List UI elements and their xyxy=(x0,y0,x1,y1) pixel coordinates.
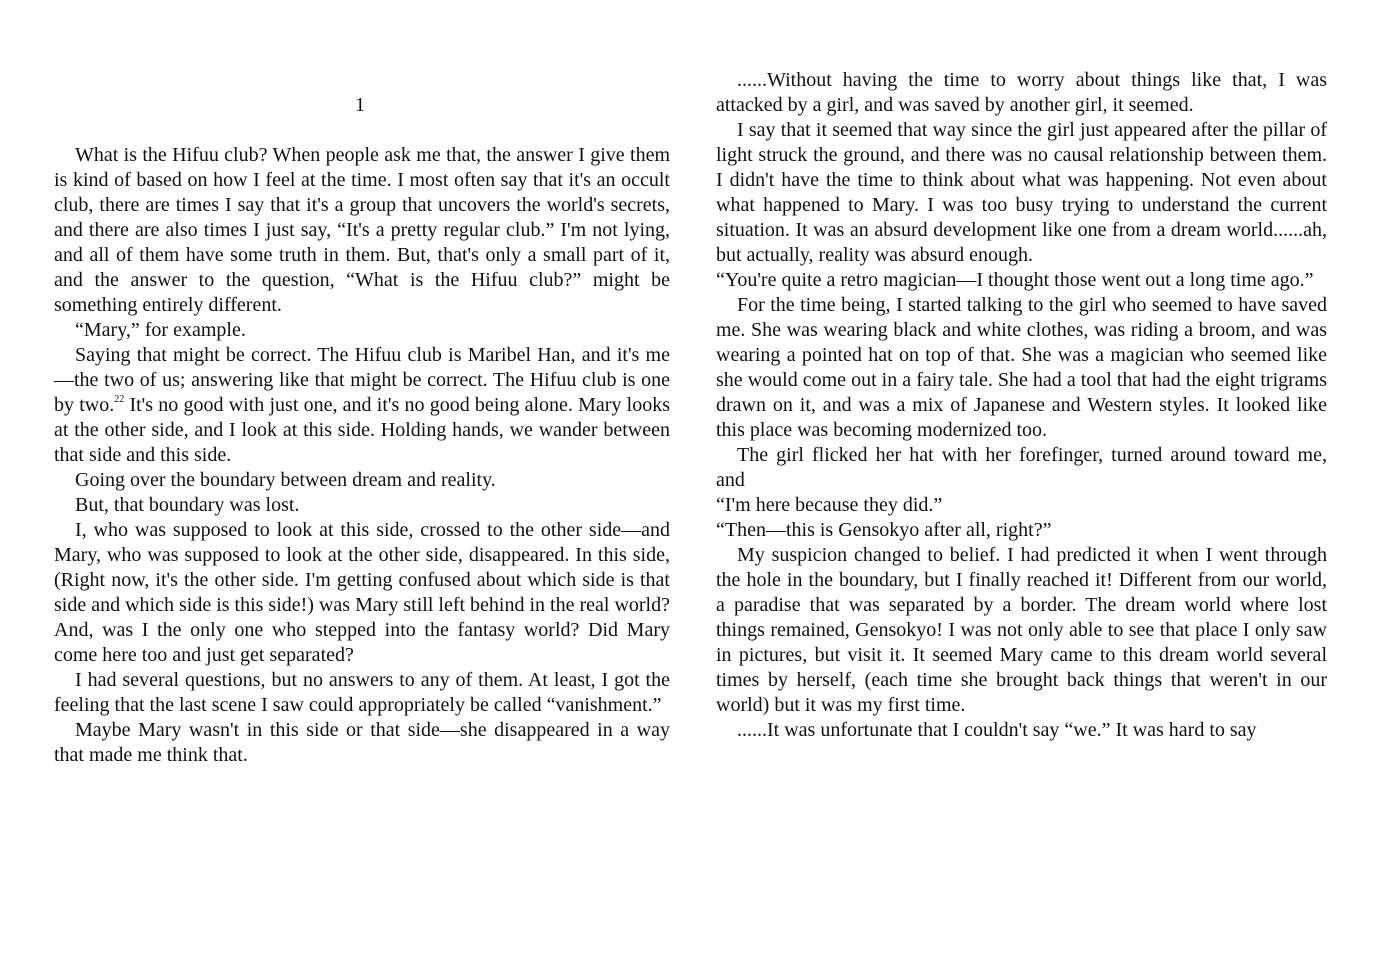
paragraph: My suspicion changed to belief. I had predicted it when I went through the hole in the boundary, but I finally reached it! Different from our world, a paradise that was separated by a border. The dream world where lost things remained, Gensokyo! I was not only able to see that place I only saw in pictures, but visit it. It seemed Mary came to this dream world several times by herself, (each time she brought back things that weren't in our world) but it was my first time. xyxy=(716,544,1327,716)
paragraph: ......Without having the time to worry about things like that, I was attacked by a girl, and was saved by another girl, it seemed. xyxy=(716,69,1327,116)
footnote-marker: 22 xyxy=(114,394,125,405)
paragraph: I had several questions, but no answers to any of them. At least, I got the feeling that the last scene I saw could appropriately be called “vanishment.” xyxy=(54,669,670,716)
paragraph: But, that boundary was lost. xyxy=(75,494,300,516)
paragraph xyxy=(54,343,670,468)
paragraph: The girl flicked her hat with her forefinger, turned around toward me, and xyxy=(716,444,1327,491)
dialogue-line: “You're quite a retro magician—I thought those went out a long time ago.” xyxy=(716,269,1314,291)
left-page xyxy=(54,93,670,768)
paragraph: Going over the boundary between dream and reality. xyxy=(75,469,496,491)
paragraph-text: It's no good with just one, and it's no good being alone. Mary looks at the other side, and I look at this side. Holding hands, we wander between that side and this side. xyxy=(54,394,670,466)
paragraph: “Mary,” for example. xyxy=(75,319,246,341)
right-page xyxy=(716,68,1327,743)
paragraph: What is the Hifuu club? When people ask me that, the answer I give them is kind of based on how I feel at the time. I most often say that it's an occult club, there are times I say that it's a group that uncovers the world's secrets, and there are also times I just say, “It's a pretty regular club.” I'm not lying, and all of them have some truth in them. But, that's only a small part of it, and the answer to the question, “What is the Hifuu club?” might be something entirely different. xyxy=(54,144,670,316)
paragraph: ......It was unfortunate that I couldn't say “we.” It was hard to say xyxy=(737,719,1257,741)
dialogue-line: “I'm here because they did.” xyxy=(716,494,943,516)
paragraph-text: Saying that might be correct. The Hifuu club is Maribel Han, and it's me—the two of us; answering like that might be correct. The Hifuu club is one by two. xyxy=(54,344,670,416)
paragraph: I say that it seemed that way since the girl just appeared after the pillar of light struck the ground, and there was no causal relationship between them. I didn't have the time to think about what was happening. Not even about what happened to Mary. I was too busy trying to understand the current situation. It was an absurd development like one from a dream world......ah, but actually, reality was absurd enough. xyxy=(716,119,1327,266)
paragraph: For the time being, I started talking to the girl who seemed to have saved me. She was wearing black and white clothes, was riding a broom, and was wearing a pointed hat on top of that. She was a magician who seemed like she would come out in a fairy tale. She had a tool that had the eight trigrams drawn on it, and was a mix of Japanese and Western styles. It looked like this place was becoming modernized too. xyxy=(716,294,1327,441)
dialogue-line: “Then—this is Gensokyo after all, right?” xyxy=(716,519,1052,541)
paragraph: I, who was supposed to look at this side, crossed to the other side—and Mary, who was supposed to look at the other side, disappeared. In this side, (Right now, it's the other side. I'm getting confused about which side is that side and which side is this side!) was Mary still left behind in the real world? And, was I the only one who stepped into the fantasy world? Did Mary come here too and just get separated? xyxy=(54,519,670,666)
paragraph: Maybe Mary wasn't in this side or that side—she disappeared in a way that made me think that. xyxy=(54,719,670,766)
chapter-number: 1 xyxy=(355,94,365,116)
